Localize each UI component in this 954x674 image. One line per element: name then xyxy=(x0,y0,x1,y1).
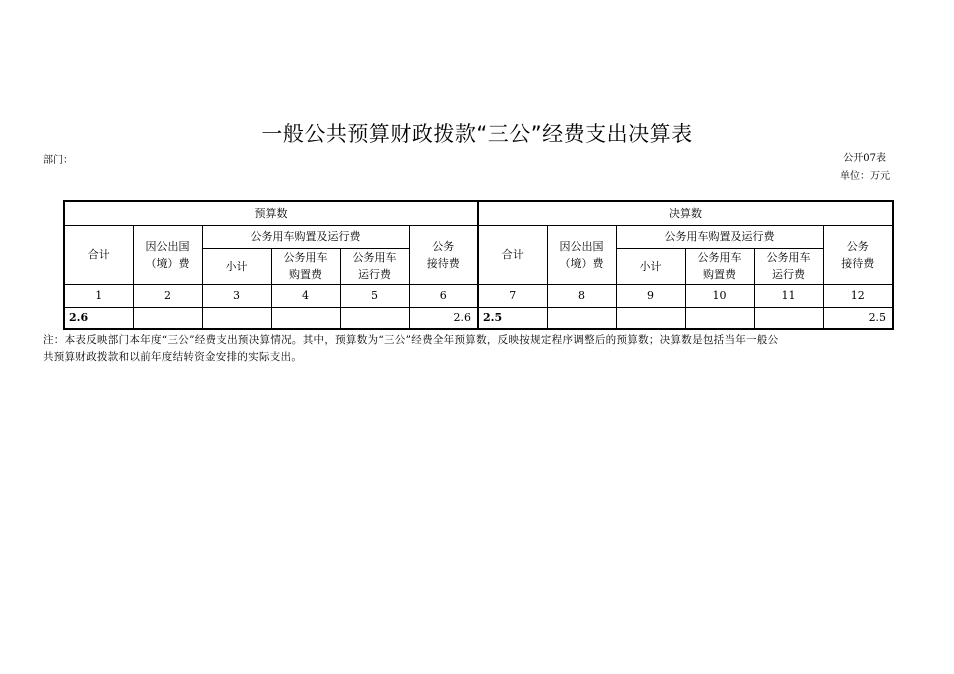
abroad-line2: （境）费 xyxy=(559,256,604,270)
footnote xyxy=(43,332,915,366)
budget-abroad-header xyxy=(133,225,202,284)
vehicle-purchase-line1: 公务用车 xyxy=(697,251,742,264)
department-label: 部门： xyxy=(43,155,73,166)
vehicle-purchase-line2: 购置费 xyxy=(703,268,737,281)
col-number: 11 xyxy=(754,284,823,307)
page-title: 一般公共预算财政拨款“三公”经费支出决算表 xyxy=(261,122,693,146)
vehicle-purchase-line2: 购置费 xyxy=(289,268,322,281)
abroad-line2: （境）费 xyxy=(145,256,190,270)
col-number: 12 xyxy=(823,284,893,307)
final-vehicle-group-header: 公务用车购置及运行费 xyxy=(616,225,823,248)
budget-subtotal-header: 小计 xyxy=(202,248,271,284)
col-number: 6 xyxy=(409,284,478,307)
budget-abroad-value xyxy=(133,307,202,329)
budget-reception-header xyxy=(409,225,478,284)
value-row xyxy=(64,307,893,329)
final-abroad-header xyxy=(547,225,616,284)
final-vehicle-purchase-header xyxy=(685,248,754,284)
col-number: 9 xyxy=(616,284,685,307)
col-number: 1 xyxy=(64,284,133,307)
reception-line2: 接待费 xyxy=(841,256,875,270)
abroad-line1: 因公出国 xyxy=(559,239,604,253)
column-number-row xyxy=(64,284,893,307)
reception-line1: 公务 xyxy=(432,239,455,253)
final-reception-header xyxy=(823,225,893,284)
budget-vehicle-purchase-value xyxy=(271,307,340,329)
budget-total-value: 2.6 xyxy=(64,307,133,329)
vehicle-operation-line1: 公务用车 xyxy=(766,251,811,264)
final-vehicle-operation-header xyxy=(754,248,823,284)
col-number: 7 xyxy=(478,284,547,307)
final-vehicle-operation-value xyxy=(754,307,823,329)
reception-line2: 接待费 xyxy=(426,256,460,270)
form-number: 公开07表 xyxy=(843,153,886,164)
footnote-line1: 注：本表反映部门本年度“三公”经费支出预决算情况。其中，预算数为“三公”经费全年预算数，反映按规定程序调整后的预算数；决算数是包括当年一般公 xyxy=(43,334,779,346)
budget-vehicle-group-header: 公务用车购置及运行费 xyxy=(202,225,409,248)
budget-total-header: 合计 xyxy=(64,225,133,284)
budget-header: 预算数 xyxy=(64,201,478,225)
col-number: 8 xyxy=(547,284,616,307)
vehicle-operation-line1: 公务用车 xyxy=(352,251,397,264)
col-number: 5 xyxy=(340,284,409,307)
final-total-value: 2.5 xyxy=(478,307,547,329)
footnote-line2: 共预算财政拨款和以前年度结转资金安排的实际支出。 xyxy=(43,351,303,363)
vehicle-operation-line2: 运行费 xyxy=(358,268,391,281)
final-header: 决算数 xyxy=(478,201,893,225)
unit-label: 单位：万元 xyxy=(840,171,890,182)
final-subtotal-header: 小计 xyxy=(616,248,685,284)
budget-vehicle-operation-header xyxy=(340,248,409,284)
final-abroad-value xyxy=(547,307,616,329)
budget-subtotal-value xyxy=(202,307,271,329)
reception-line1: 公务 xyxy=(846,239,869,253)
final-vehicle-purchase-value xyxy=(685,307,754,329)
abroad-line1: 因公出国 xyxy=(145,239,190,253)
final-total-header: 合计 xyxy=(478,225,547,284)
final-reception-value: 2.5 xyxy=(823,307,893,329)
col-number: 2 xyxy=(133,284,202,307)
col-number: 3 xyxy=(202,284,271,307)
vehicle-operation-line2: 运行费 xyxy=(772,268,806,281)
vehicle-purchase-line1: 公务用车 xyxy=(283,251,328,264)
budget-vehicle-operation-value xyxy=(340,307,409,329)
budget-reception-value: 2.6 xyxy=(409,307,478,329)
three-public-expenses-table xyxy=(63,200,894,330)
final-subtotal-value xyxy=(616,307,685,329)
col-number: 4 xyxy=(271,284,340,307)
budget-vehicle-purchase-header xyxy=(271,248,340,284)
col-number: 10 xyxy=(685,284,754,307)
